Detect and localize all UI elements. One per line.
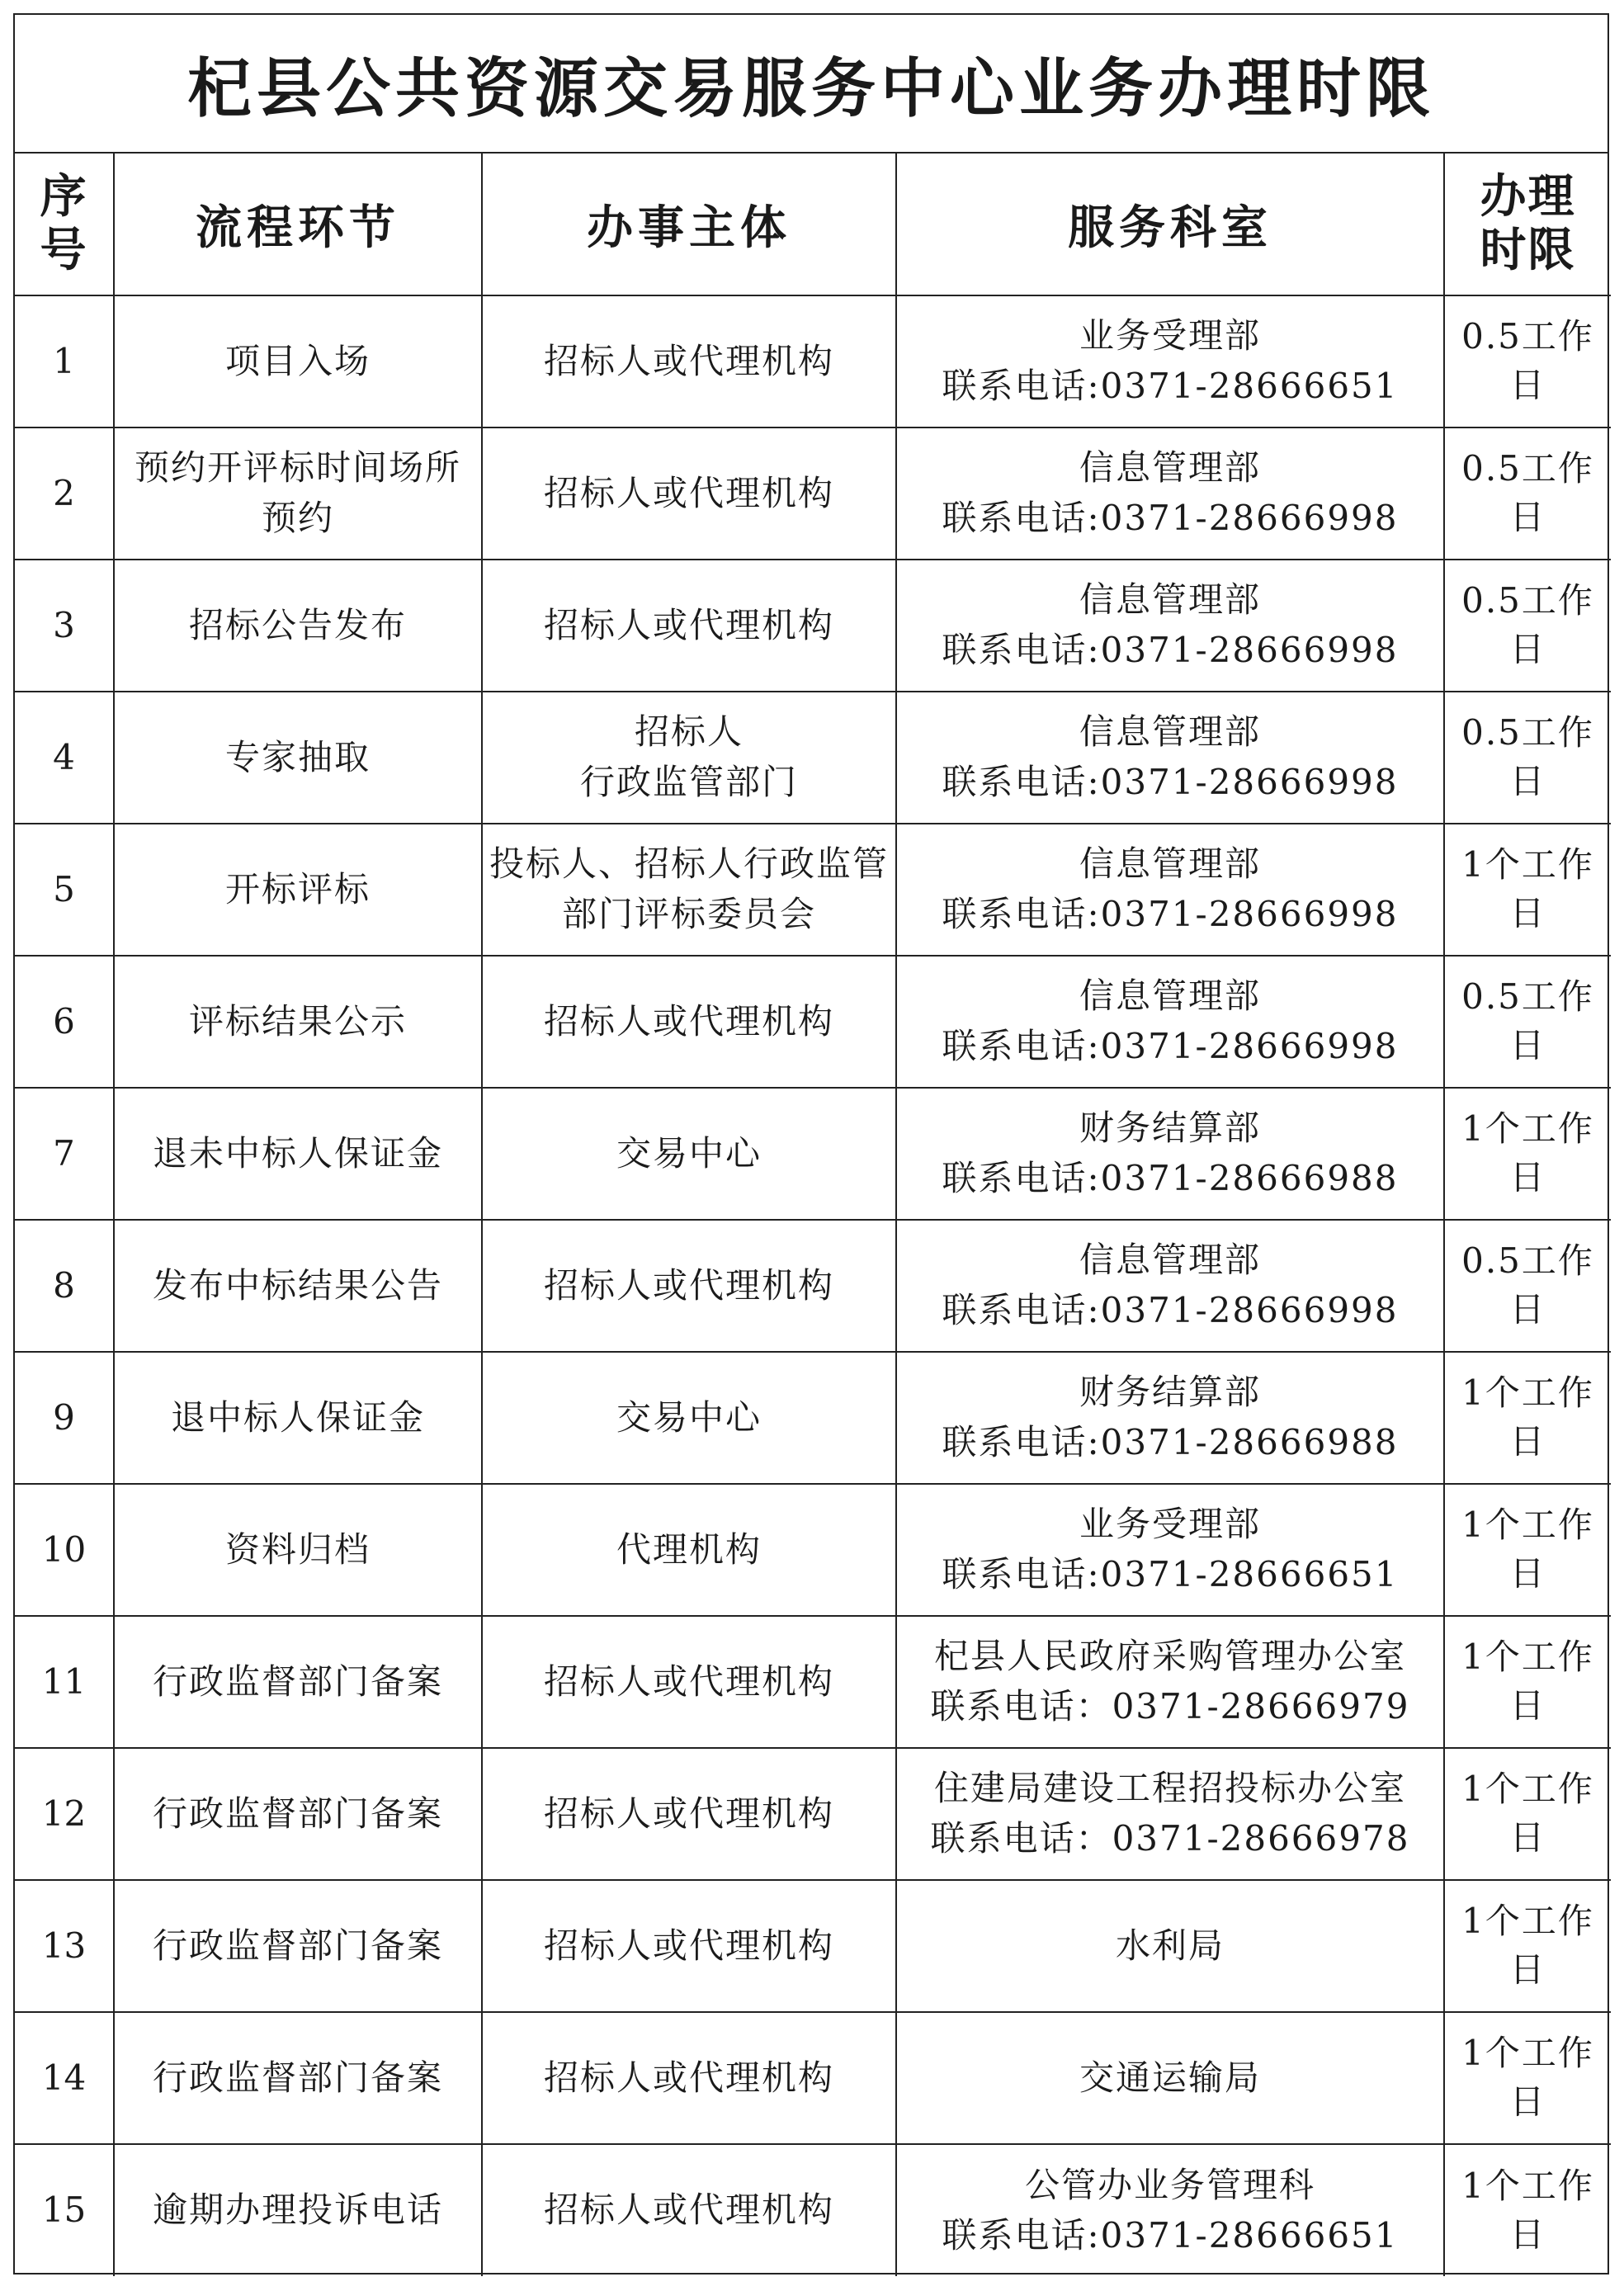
- row-subject: 招标人或代理机构: [482, 2144, 896, 2276]
- office-name: 财务结算部: [1079, 1372, 1261, 1413]
- table-row: [15, 1616, 1611, 1748]
- row-subject: 招标人或代理机构: [482, 560, 896, 692]
- header-office: 服务科室: [896, 154, 1444, 295]
- office-phone: 联系电话：0371-28666979: [930, 1686, 1410, 1727]
- office-name: 业务受理部: [1079, 315, 1261, 357]
- office-name: 信息管理部: [1079, 711, 1261, 753]
- row-office: [896, 1616, 1444, 1748]
- header-limit-line1: 办理: [1480, 170, 1576, 224]
- table-row: [15, 1088, 1611, 1220]
- table-row: [15, 560, 1611, 692]
- row-subject: 招标人或代理机构: [482, 295, 896, 427]
- office-name: 信息管理部: [1079, 579, 1261, 621]
- subject-line1: 招标人: [634, 711, 744, 753]
- office-phone: 联系电话:0371-28666651: [942, 366, 1399, 406]
- row-office: [896, 692, 1444, 824]
- row-step: 评标结果公示: [114, 956, 482, 1088]
- row-limit: 1个工作日: [1444, 2012, 1611, 2144]
- row-office: [896, 824, 1444, 956]
- table-row: [15, 1220, 1611, 1352]
- office-phone: 联系电话:0371-28666998: [942, 1290, 1399, 1330]
- table-row: [15, 1484, 1611, 1616]
- row-limit: 0.5工作日: [1444, 295, 1611, 427]
- office-name: 杞县人民政府采购管理办公室: [933, 1636, 1406, 1677]
- row-step: 行政监督部门备案: [114, 1748, 482, 1880]
- table-header-row: [15, 154, 1611, 295]
- office-phone: 联系电话:0371-28666998: [942, 894, 1399, 934]
- row-step: 预约开评标时间场所预约: [114, 427, 482, 560]
- row-no: 9: [15, 1352, 114, 1484]
- row-limit: 1个工作日: [1444, 1352, 1611, 1484]
- header-subject: 办事主体: [482, 154, 896, 295]
- row-step: 退未中标人保证金: [114, 1088, 482, 1220]
- row-subject: 招标人或代理机构: [482, 427, 896, 560]
- table-row: [15, 295, 1611, 427]
- row-subject: 招标人或代理机构: [482, 2012, 896, 2144]
- row-limit: 0.5工作日: [1444, 560, 1611, 692]
- row-no: 12: [15, 1748, 114, 1880]
- row-office: [896, 2144, 1444, 2276]
- row-subject: 交易中心: [482, 1352, 896, 1484]
- office-phone: 联系电话:0371-28666998: [942, 1026, 1399, 1066]
- row-office: [896, 1748, 1444, 1880]
- row-step: 行政监督部门备案: [114, 1616, 482, 1748]
- row-office: [896, 295, 1444, 427]
- row-office: [896, 1880, 1444, 2012]
- table-row: [15, 1880, 1611, 2012]
- row-no: 15: [15, 2144, 114, 2276]
- row-step: 专家抽取: [114, 692, 482, 824]
- row-no: 14: [15, 2012, 114, 2144]
- office-phone: 联系电话:0371-28666988: [942, 1422, 1399, 1462]
- office-name: 信息管理部: [1079, 975, 1261, 1017]
- row-subject: 投标人、招标人行政监管部门评标委员会: [482, 824, 896, 956]
- row-no: 1: [15, 295, 114, 427]
- row-office: [896, 1484, 1444, 1616]
- row-limit: 0.5工作日: [1444, 956, 1611, 1088]
- row-no: 7: [15, 1088, 114, 1220]
- office-name: 信息管理部: [1079, 447, 1261, 489]
- row-office: [896, 2012, 1444, 2144]
- row-subject: 交易中心: [482, 1088, 896, 1220]
- office-name: 业务受理部: [1079, 1504, 1261, 1545]
- office-name: 水利局: [1115, 1925, 1225, 1966]
- header-limit-line2: 时限: [1480, 223, 1576, 277]
- row-no: 10: [15, 1484, 114, 1616]
- office-phone: 联系电话:0371-28666998: [942, 762, 1399, 802]
- row-step: 发布中标结果公告: [114, 1220, 482, 1352]
- row-step: 逾期办理投诉电话: [114, 2144, 482, 2276]
- table-row: [15, 1748, 1611, 1880]
- office-name: 住建局建设工程招投标办公室: [933, 1768, 1406, 1809]
- row-no: 8: [15, 1220, 114, 1352]
- row-step: 项目入场: [114, 295, 482, 427]
- row-office: [896, 1088, 1444, 1220]
- table-row: [15, 2012, 1611, 2144]
- header-no: 序号: [15, 154, 114, 295]
- row-no: 13: [15, 1880, 114, 2012]
- row-office: [896, 956, 1444, 1088]
- row-no: 5: [15, 824, 114, 956]
- row-step: 行政监督部门备案: [114, 1880, 482, 2012]
- row-limit: 1个工作日: [1444, 824, 1611, 956]
- table-row: [15, 956, 1611, 1088]
- row-office: [896, 427, 1444, 560]
- time-limit-table: [15, 154, 1611, 2276]
- office-name: 财务结算部: [1079, 1108, 1261, 1149]
- row-limit: 1个工作日: [1444, 1088, 1611, 1220]
- office-phone: 联系电话:0371-28666998: [942, 498, 1399, 538]
- row-no: 11: [15, 1616, 114, 1748]
- office-phone: 联系电话:0371-28666651: [942, 2214, 1399, 2256]
- office-name: 信息管理部: [1079, 1240, 1261, 1281]
- row-step: 退中标人保证金: [114, 1352, 482, 1484]
- office-name: 信息管理部: [1079, 843, 1261, 885]
- row-limit: 1个工作日: [1444, 1484, 1611, 1616]
- row-limit: 0.5工作日: [1444, 1220, 1611, 1352]
- row-step: 招标公告发布: [114, 560, 482, 692]
- row-no: 3: [15, 560, 114, 692]
- table-row: [15, 692, 1611, 824]
- row-office: [896, 1352, 1444, 1484]
- row-subject: 招标人或代理机构: [482, 1748, 896, 1880]
- row-no: 2: [15, 427, 114, 560]
- row-step: 开标评标: [114, 824, 482, 956]
- office-phone: 联系电话：0371-28666978: [930, 1818, 1410, 1859]
- row-subject: [482, 692, 896, 824]
- subject-line2: 行政监管部门: [579, 762, 798, 802]
- row-limit: 1个工作日: [1444, 1616, 1611, 1748]
- row-office: [896, 1220, 1444, 1352]
- office-phone: 联系电话:0371-28666651: [942, 1554, 1399, 1594]
- table-body: [15, 295, 1611, 2276]
- row-no: 6: [15, 956, 114, 1088]
- row-limit: 1个工作日: [1444, 1880, 1611, 2012]
- page-title: 杞县公共资源交易服务中心业务办理时限: [15, 15, 1607, 154]
- row-limit: 1个工作日: [1444, 1748, 1611, 1880]
- header-limit: [1444, 154, 1611, 295]
- row-step: 资料归档: [114, 1484, 482, 1616]
- row-step: 行政监督部门备案: [114, 2012, 482, 2144]
- table-row: [15, 2144, 1611, 2276]
- row-subject: 招标人或代理机构: [482, 1616, 896, 1748]
- row-subject: 招标人或代理机构: [482, 1220, 896, 1352]
- table-row: [15, 824, 1611, 956]
- table-row: [15, 1352, 1611, 1484]
- office-name: 交通运输局: [1079, 2057, 1261, 2098]
- office-name: 公管办业务管理科: [1024, 2164, 1315, 2205]
- row-office: [896, 560, 1444, 692]
- row-no: 4: [15, 692, 114, 824]
- row-subject: 招标人或代理机构: [482, 956, 896, 1088]
- header-step: 流程环节: [114, 154, 482, 295]
- row-limit: 0.5工作日: [1444, 692, 1611, 824]
- office-phone: 联系电话:0371-28666988: [942, 1158, 1399, 1198]
- row-subject: 招标人或代理机构: [482, 1880, 896, 2012]
- row-limit: 0.5工作日: [1444, 427, 1611, 560]
- office-phone: 联系电话:0371-28666998: [942, 630, 1399, 670]
- row-subject: 代理机构: [482, 1484, 896, 1616]
- table-row: [15, 427, 1611, 560]
- document-sheet: [13, 13, 1609, 2274]
- row-limit: 1个工作日: [1444, 2144, 1611, 2276]
